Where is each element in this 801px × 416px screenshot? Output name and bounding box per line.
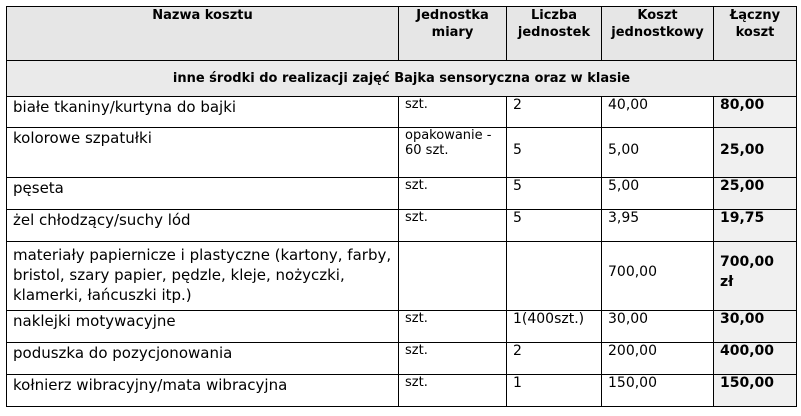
row-count: 1 — [507, 375, 602, 407]
row-count: 5 — [507, 178, 602, 210]
table-row — [7, 128, 797, 178]
row-name: kolorowe szpatułki — [7, 128, 399, 178]
row-unit — [399, 242, 507, 311]
row-name: pęseta — [7, 178, 399, 210]
table-row — [7, 178, 797, 210]
row-unit-cost: 40,00 — [602, 97, 714, 128]
table-row — [7, 210, 797, 242]
row-unit: szt. — [399, 210, 507, 242]
table-row — [7, 375, 797, 407]
row-name: naklejki motywacyjne — [7, 311, 399, 343]
row-unit: szt. — [399, 97, 507, 128]
header-unit-cost: Koszt jednostkowy — [602, 7, 714, 61]
row-name: kołnierz wibracyjny/mata wibracyjna — [7, 375, 399, 407]
row-total: 80,00 — [714, 97, 797, 128]
row-unit: szt. — [399, 178, 507, 210]
header-count: Liczba jednostek — [507, 7, 602, 61]
row-unit-cost: 5,00 — [602, 128, 714, 178]
row-name: poduszka do pozycjonowania — [7, 343, 399, 375]
row-unit: szt. — [399, 343, 507, 375]
table-row — [7, 97, 797, 128]
header-row — [7, 7, 797, 61]
row-unit: opakowanie - 60 szt. — [399, 128, 507, 178]
row-total: 400,00 — [714, 343, 797, 375]
row-name: materiały papiernicze i plastyczne (kartony, farby, bristol, szary papier, pędzle, kleje, nożyczki, klamerki, łańcuszki itp.) — [7, 242, 399, 311]
header-unit: Jednostka miary — [399, 7, 507, 61]
row-total: 700,00 zł — [714, 242, 797, 311]
cost-table — [6, 6, 797, 407]
row-count: 1(400szt.) — [507, 311, 602, 343]
row-unit: szt. — [399, 375, 507, 407]
row-unit-cost: 150,00 — [602, 375, 714, 407]
row-total: 19,75 — [714, 210, 797, 242]
row-count: 5 — [507, 210, 602, 242]
row-count: 5 — [507, 128, 602, 178]
row-total: 25,00 — [714, 128, 797, 178]
row-name: żel chłodzący/suchy lód — [7, 210, 399, 242]
table-row — [7, 343, 797, 375]
row-unit: szt. — [399, 311, 507, 343]
row-unit-cost: 700,00 — [602, 242, 714, 311]
row-unit-cost: 5,00 — [602, 178, 714, 210]
header-total: Łączny koszt — [714, 7, 797, 61]
row-name: białe tkaniny/kurtyna do bajki — [7, 97, 399, 128]
row-total: 150,00 — [714, 375, 797, 407]
table-row — [7, 242, 797, 311]
section-row — [7, 61, 797, 97]
section-title: inne środki do realizacji zajęć Bajka sensoryczna oraz w klasie — [7, 61, 797, 97]
row-total: 25,00 — [714, 178, 797, 210]
header-name: Nazwa kosztu — [7, 7, 399, 61]
row-unit-cost: 200,00 — [602, 343, 714, 375]
row-total: 30,00 — [714, 311, 797, 343]
row-count: 2 — [507, 343, 602, 375]
table-row — [7, 311, 797, 343]
row-count: 2 — [507, 97, 602, 128]
row-unit-cost: 3,95 — [602, 210, 714, 242]
row-unit-cost: 30,00 — [602, 311, 714, 343]
row-count — [507, 242, 602, 311]
